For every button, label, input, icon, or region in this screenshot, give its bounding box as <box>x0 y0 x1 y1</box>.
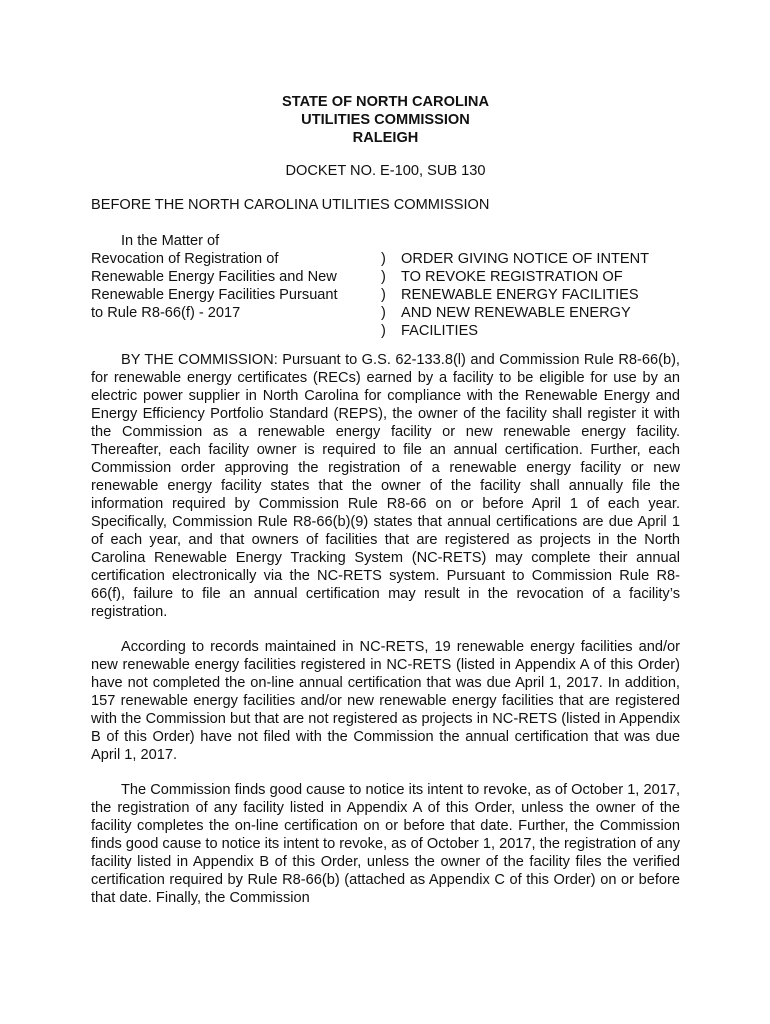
case-caption <box>91 232 680 340</box>
caption-order-title <box>401 250 681 340</box>
caption-parens <box>381 250 386 340</box>
document-page <box>91 93 680 907</box>
heading-city: RALEIGH <box>352 130 419 146</box>
caption-right-line: ORDER GIVING NOTICE OF INTENT <box>401 251 650 267</box>
caption-left-line: Renewable Energy Facilities and New <box>91 269 337 285</box>
caption-right-line: FACILITIES <box>401 323 479 339</box>
caption-paren: ) <box>381 305 386 321</box>
caption-right-line: AND NEW RENEWABLE ENERGY <box>401 305 631 321</box>
caption-paren: ) <box>381 287 386 303</box>
caption-left-line: to Rule R8-66(f) - 2017 <box>91 305 241 321</box>
caption-paren: ) <box>381 323 386 339</box>
paragraph-nc-rets-records: According to records maintained in NC-RETS, 19 renewable energy facilities and/or new renewable energy facilities registered in NC-RETS (listed in Appendix A of this Order) have not completed the on-line annual certification that was due April 1, 2017. In addition, 157 renewable energy facilities and/or new renewable energy facilities that are registered with the Commission but that are not registered as projects in NC-RETS (listed in Appendix B of this Order) have not filed with the Commission the annual certification that was due April 1, 2017. <box>91 639 680 763</box>
caption-left-line: Renewable Energy Facilities Pursuant <box>91 287 338 303</box>
caption-matter <box>91 232 366 322</box>
paragraph-good-cause: The Commission finds good cause to notice its intent to revoke, as of October 1, 2017, the registration of any facility listed in Appendix A of this Order, unless the owner of the facility completes the on-line certification on or before that date. Further, the Commission finds good cause to notice its intent to revoke, as of October 1, 2017, the registration of any facility listed in Appendix B of this Order, unless the owner of the facility files the verified certification required by Rule R8-66(b) (attached as Appendix C of this Order) on or before that date. Finally, the Commission <box>91 782 680 906</box>
heading-commission: UTILITIES COMMISSION <box>301 112 470 128</box>
caption-paren: ) <box>381 269 386 285</box>
heading-state: STATE OF NORTH CAROLINA <box>282 94 489 110</box>
caption-paren: ) <box>381 251 386 267</box>
caption-right-line: RENEWABLE ENERGY FACILITIES <box>401 287 639 303</box>
before-line: BEFORE THE NORTH CAROLINA UTILITIES COMMISSION <box>91 197 490 213</box>
caption-left-line: Revocation of Registration of <box>91 251 279 267</box>
caption-left-line: In the Matter of <box>121 233 220 249</box>
paragraph-by-the-commission: BY THE COMMISSION: Pursuant to G.S. 62-133.8(l) and Commission Rule R8-66(b), for renewable energy certificates (RECs) earned by a facility to be eligible for use by an electric power supplier in North Carolina for compliance with the Renewable Energy and Energy Efficiency Portfolio Standard (REPS), the owner of the facility shall register it with the Commission as a renewable energy facility or new renewable energy facility. Thereafter, each facility owner is required to file an annual certification. Further, each Commission order approving the registration of a renewable energy facility or new renewable energy facility states that the owner of the facility shall annually file the information required by Commission Rule R8-66 on or before April 1 of each year. Specifically, Commission Rule R8-66(b)(9) states that annual certifications are due April 1 of each year, and that owners of facilities that are registered as projects in the North Carolina Renewable Energy Tracking System (NC-RETS) may complete their annual certification electronically via the NC-RETS system. Pursuant to Commission Rule R8-66(f), failure to file an annual certification may result in the revocation of a facility’s registration. <box>91 352 680 620</box>
caption-right-line: TO REVOKE REGISTRATION OF <box>401 269 623 285</box>
docket-number: DOCKET NO. E-100, SUB 130 <box>285 163 486 179</box>
